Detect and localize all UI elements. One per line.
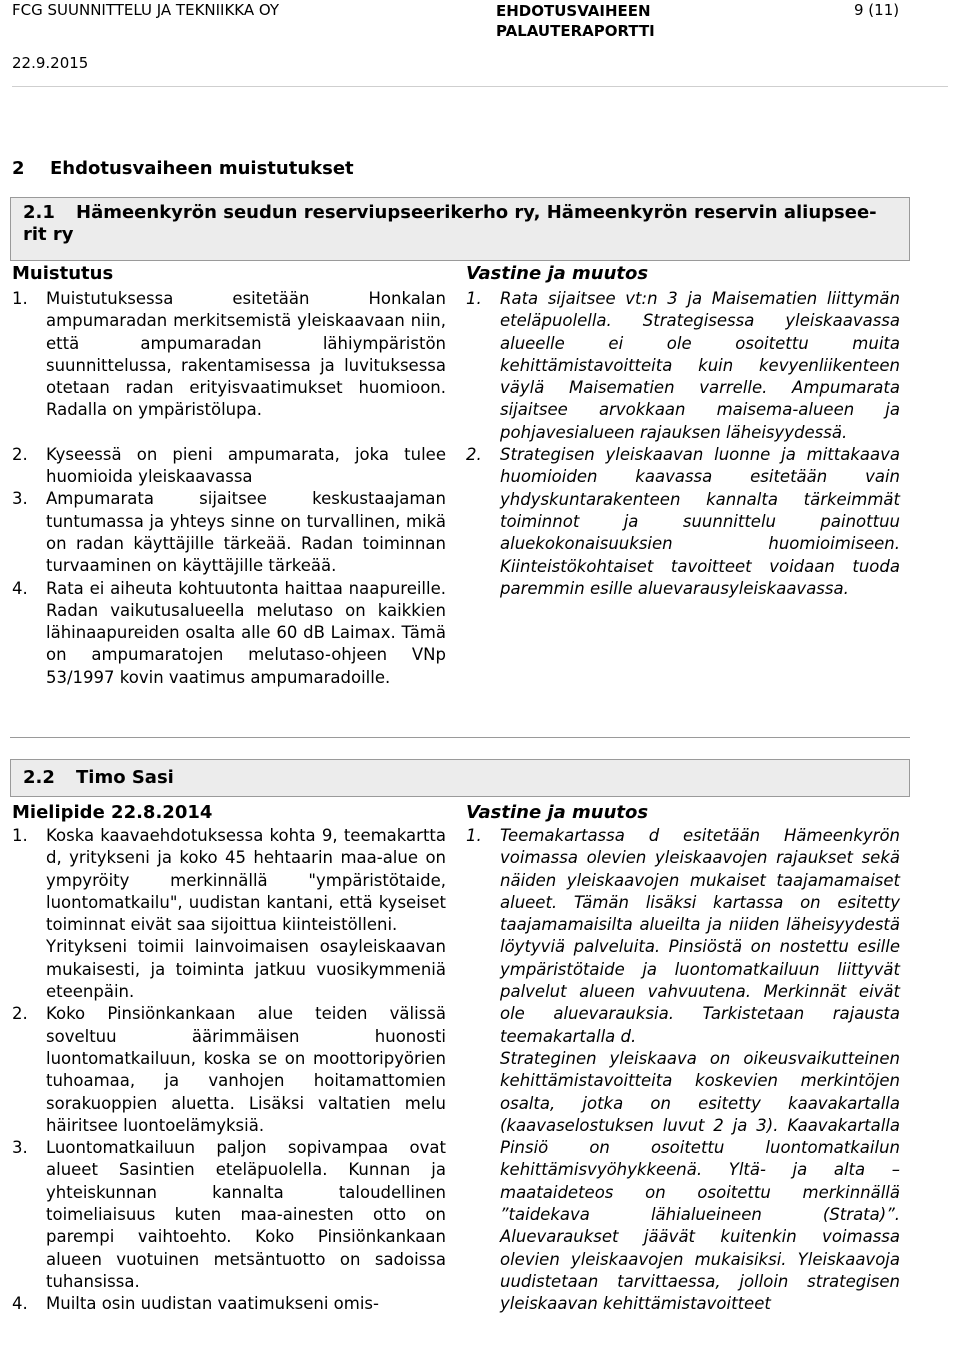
item-text: Strateginen yleiskaava on oikeusvaikutteinen kehittämistavoitteita koskevien merkintöjen osalta, jotka on esitetty kaavakartalla (kaavaselostuksen luvut 2 ja 3). Kaavakartalla Pinsiö on osoitettu luontomatkailun kehittämisvyöhykkeenä. Yltä- ja alta –maataideteos on osoitettu merkinnällä ”taidekava lähialueineen (Strata)”. Aluevaraukset jäävät kuitenkin voimassa olevien yleiskaavojen mukaisiksi. Yleiskaavoja uudistetaan tarvittaessa, jolloin strategisen yleiskaavan kehittämistavoitteet: [500, 1048, 900, 1314]
subsection-title-2-1: [23, 202, 877, 246]
item-text: Teemakartassa d esitetään Hämeenkyrön voimassa olevien yleiskaavojen rajaukset sekä näiden yleiskaavojen mukaiset taajamamaiset alueet. Tämän lisäksi kartassa on esitetty taajamamaisilta alueilta ja niiden läheisyydestä löytyviä palveluita. Pinsiöstä on nostettu esille ympäristötaide ja luontomatkailuun liittyvät palvelut alueen vahvuutena. Merkinnät eivät ole aluevarauksia. Tarkistetaan rajausta teemakartalla d.: [500, 826, 900, 1046]
list-item: [12, 488, 446, 577]
document-title-line1: EHDOTUSVAIHEEN: [496, 2, 651, 20]
subsection-number: 2.2: [23, 767, 55, 788]
subsection-title: Timo Sasi: [76, 767, 174, 788]
item-number: 3.: [12, 1138, 28, 1158]
list-item: [12, 1137, 446, 1293]
item-text: Kyseessä on pieni ampumarata, joka tulee huomioida yleiskaavassa: [46, 444, 446, 487]
muistutus-column: [12, 288, 446, 689]
spacer: [12, 422, 446, 444]
list-item: [466, 825, 900, 1316]
organization-name: FCG SUUNNITTELU JA TEKNIIKKA OY: [12, 1, 280, 19]
list-item: [466, 444, 900, 600]
item-number: 1.: [466, 826, 482, 845]
subsection-band-2-1: [10, 197, 910, 261]
vastine-heading-2-1: Vastine ja muutos: [466, 263, 649, 284]
item-text: Koko Pinsiönkankaan alue teiden välissä soveltuu äärimmäisen huonosti luontomatkailuun, koska se on moottoripyörien tuhoamaa, ja vanhojen hoitamattomien sorakuoppien aluetta. Lisäksi valtatien melu häiritsee luontoelämyksiä.: [46, 1004, 446, 1135]
list-item: [12, 288, 446, 422]
section-heading: [12, 158, 354, 179]
section-number: 2: [12, 158, 25, 179]
table-bottom-rule: [10, 737, 910, 738]
item-text: Muistutuksessa esitetään Honkalan ampumaradan merkitsemistä yleiskaavaan niin, että ampumaradan lähiympäristön suunnittelussa, rakentamisessa ja luvituksessa otetaan radan erityisvaatimukset huomioon. Radalla on ympäristölupa.: [46, 289, 446, 420]
item-text: Rata ei aiheuta kohtuutonta haittaa naapureille. Radan vaikutusalueella melutaso on kaikkien lähinaapureiden osalta alle 60 dB Laimax. Tämä on ampumaratojen melutaso-ohjeen VNp 53/1997 kovin vaatimus ampumaradoille.: [46, 578, 446, 687]
item-text: Koska kaavaehdotuksessa kohta 9, teemakartta d, yritykseni ja koko 45 hehtaarin maa-alue on ympyröity merkinnällä "ympäristötaide, luontomatkailu", uudistan kantani, että kyseiset toiminnat eivät saa sijoittua kiinteistölleni.: [46, 826, 446, 935]
item-number: 4.: [12, 578, 28, 598]
item-text: Luontomatkailuun paljon sopivampaa ovat alueet Sasintien eteläpuolella. Kunnan ja yhteiskunnan kannalta taloudellinen toimeliaisuus kuten maa-ainesten otto on parempi vaihtoehto. Koko Pinsiönkankaan alueen vuotuinen metsäntuotto on sadoissa tuhansissa.: [46, 1138, 446, 1291]
header-rule: [12, 86, 948, 87]
list-item: [12, 444, 446, 489]
item-number: 2.: [12, 1004, 28, 1024]
list-item: [12, 578, 446, 689]
vastine-column-2-2: [466, 825, 900, 1316]
item-number: 2.: [12, 444, 28, 464]
list-item: [12, 1293, 446, 1315]
muistutus-heading: Muistutus: [12, 263, 114, 284]
vastine-heading-2-2: Vastine ja muutos: [466, 802, 649, 823]
item-text: Strategisen yleiskaavan luonne ja mittakaava huomioiden kaavassa esitetään vain yhdyskuntarakenteen kannalta tärkeimmät toiminnot ja suunnittelu painottuu aluekokonaisuuksien huomioimiseen. Kiinteistökohtaiset tavoitteet voidaan tuoda paremmin esille aluevarausyleiskaavassa.: [500, 445, 900, 598]
mielipide-column: [12, 825, 446, 1316]
item-text: Ampumarata sijaitsee keskustaajaman tuntumassa ja yhteys sinne on turvallinen, mikä on radan käyttäjille tärkeää. Radan toiminnan turvaaminen on käyttäjille tärkeää.: [46, 489, 446, 576]
section-title: Ehdotusvaiheen muistutukset: [50, 158, 354, 179]
item-text: Muilta osin uudistan vaatimukseni omis-: [46, 1294, 379, 1314]
item-number: 1.: [466, 289, 482, 308]
subsection-title-line1: Hämeenkyrön seudun reserviupseerikerho ry, Hämeenkyrön reservin aliupsee-: [76, 202, 877, 223]
mielipide-heading: Mielipide 22.8.2014: [12, 802, 213, 823]
item-number: 4.: [12, 1294, 28, 1314]
subsection-title-2-2: [23, 767, 174, 789]
item-number: 2.: [466, 445, 482, 465]
document-title-line2: PALAUTERAPORTTI: [496, 22, 655, 40]
subsection-number: 2.1: [23, 202, 55, 223]
document-date: 22.9.2015: [12, 54, 89, 72]
page-header: [0, 0, 960, 80]
document-title: [496, 1, 655, 41]
item-text: Yritykseni toimii lainvoimaisen osayleiskaavan mukaisesti, ja toiminta jatkuu vuosikymmeniä eteenpäin.: [46, 937, 446, 1002]
list-item: [12, 825, 446, 1003]
subsection-title-line2: rit ry: [23, 224, 74, 245]
page-number: 9 (11): [854, 1, 900, 19]
item-number: 1.: [12, 826, 28, 845]
item-number: 3.: [12, 489, 28, 509]
item-text: Rata sijaitsee vt:n 3 ja Maisematien liittymän eteläpuolella. Strategisessa yleiskaavassa alueelle ei ole osoitettu muita kehittämistavoitteita kuin kevyenliikenteen väylä Maisematien varrelle. Ampumarata sijaitsee arvokkaan maisema-alueen ja pohjavesialueen rajauksen läheisyydessä.: [500, 289, 900, 442]
item-number: 1.: [12, 289, 28, 308]
list-item: [12, 1003, 446, 1137]
subsection-band-2-2: [10, 759, 910, 797]
vastine-column-2-1: [466, 288, 900, 600]
list-item: [466, 288, 900, 444]
